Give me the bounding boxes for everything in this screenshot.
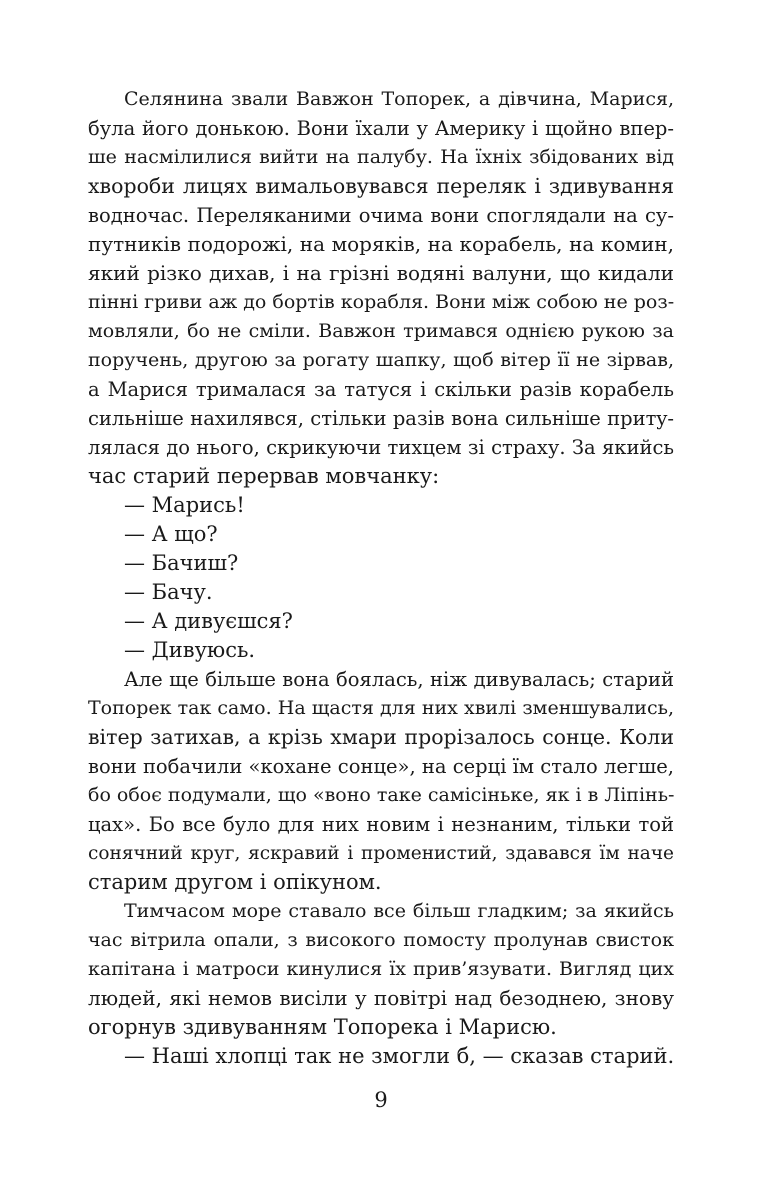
page-number: 9	[374, 1088, 388, 1112]
text-line: — Марись!	[124, 493, 245, 517]
text-line: водночас. Переляканими очима вони споглядали на су-	[88, 204, 674, 227]
text-line: ше насмілилися вийти на палубу. На їхніх збідованих від	[88, 146, 674, 168]
text-line: Але ще більше вона боялась, ніж дивувалась; старий	[124, 668, 674, 691]
text-line: огорнув здивуванням Топорека і Марисю.	[88, 1015, 557, 1039]
text-line: — Дивуюсь.	[124, 638, 256, 662]
text-line: вітер затихав, а крізь хмари прорізалось сонце. Коли	[88, 725, 674, 749]
text-line: мовляли, бо не сміли. Вавжон тримався однією рукою за	[88, 320, 674, 342]
text-line: капітана і матроси кинулися їх прив’язувати. Вигляд цих	[88, 958, 674, 980]
text-line: пінні гриви аж до бортів корабля. Вони між собою не роз-	[88, 291, 675, 313]
text-line: сонячний круг, яскравий і променистий, здавався їм наче	[88, 843, 674, 864]
text-line: цах». Бо все було для них новим і незнаним, тільки той	[88, 813, 674, 836]
text-line: поручень, другою за рогату шапку, щоб вітер її не зірвав,	[88, 349, 674, 371]
text-line: бо обоє подумали, що «воно таке самісіньке, як і в Ліпінь-	[88, 784, 675, 806]
text-line: — А дивуєшся?	[124, 609, 293, 633]
text-line: путників подорожі, на моряків, на корабель, на комин,	[88, 232, 674, 256]
text-line: час старий перервав мовчанку:	[88, 464, 440, 488]
body-text	[88, 85, 674, 1071]
text-line: а Марися трималася за татуся і скільки разів корабель	[88, 378, 674, 401]
text-line: старим другом і опікуном.	[88, 870, 382, 894]
text-line: була його донькою. Вони їхали у Америку і щойно впер-	[88, 117, 674, 140]
text-line: який різко дихав, і на грізні водяні валуни, що кидали	[88, 261, 674, 285]
text-line: час вітрила опали, з високого помосту пролунав свисток	[88, 929, 674, 951]
text-line: Тимчасом море ставало все більш гладким; за якийсь	[124, 900, 674, 922]
text-line: Селянина звали Вавжон Топорек, а дівчина, Марися,	[124, 88, 674, 110]
text-line: лялася до нього, скрикуючи тихцем зі страху. За якийсь	[88, 436, 674, 459]
text-line: хвороби лицях вимальовувався переляк і здивування	[88, 174, 674, 198]
text-line: людей, які немов висіли у повітрі над безоднею, знову	[88, 986, 674, 1010]
text-line: — Бачу.	[124, 580, 213, 604]
text-line: — Бачиш?	[124, 551, 239, 575]
text-line: Топорек так само. На щастя для них хвилі зменшувались,	[88, 697, 674, 719]
text-line: — А що?	[124, 522, 218, 546]
text-line: вони побачили «кохане сонце», на серці їм стало легше,	[88, 755, 674, 778]
text-line: — Наші хлопці так не змогли б, — сказав старий.	[124, 1044, 675, 1068]
text-line: сильніше нахилявся, стільки разів вона сильніше притy-	[88, 407, 674, 430]
